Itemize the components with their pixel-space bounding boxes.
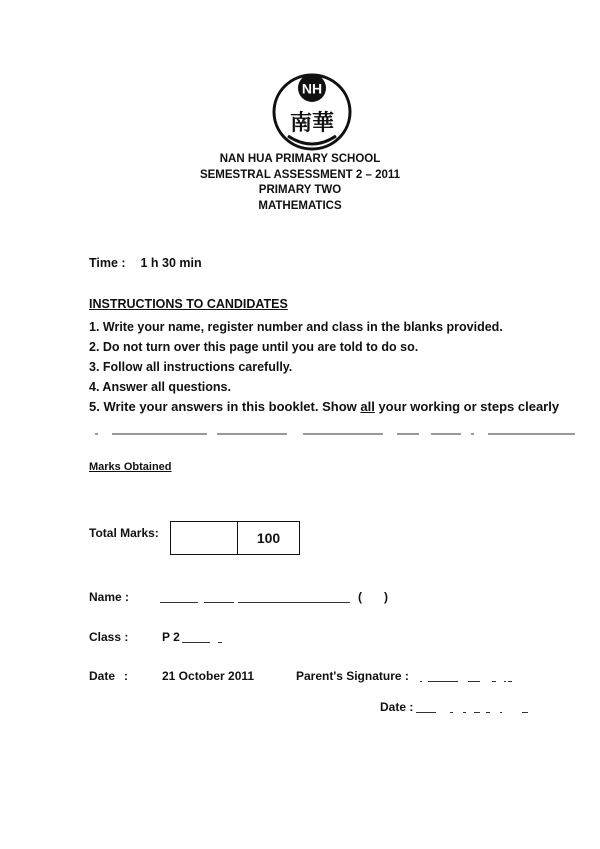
school-name: NAN HUA PRIMARY SCHOOL — [219, 153, 381, 165]
instruction-5-prefix: 5. Write your answers in this booklet. Show — [89, 399, 361, 414]
instructions-title: INSTRUCTIONS TO CANDIDATES — [89, 297, 288, 311]
name-label: Name : — [89, 590, 130, 604]
marks-obtained-label: Marks Obtained — [89, 461, 172, 473]
instruction-item: 2. Do not turn over this page until you are told to do so. — [89, 340, 419, 354]
instruction-item: 1. Write your name, register number and class in the blanks provided. — [89, 320, 503, 334]
parent-signature-blank[interactable] — [420, 680, 512, 683]
total-marks-box — [170, 521, 300, 555]
date-colon: : — [124, 669, 128, 683]
instruction-5-underlined: all — [360, 399, 375, 414]
class-blank[interactable] — [182, 641, 222, 644]
paren-open: ( — [358, 590, 362, 604]
paren-close: ) — [384, 590, 388, 604]
instruction-item: 3. Follow all instructions carefully. — [89, 360, 293, 374]
date-label: Date — [89, 669, 116, 683]
logo-chinese: 南華 — [289, 111, 335, 136]
instructions-list — [89, 317, 559, 417]
name-blank[interactable] — [160, 601, 350, 604]
school-logo — [270, 68, 354, 152]
subject: MATHEMATICS — [258, 199, 342, 212]
instruction-item — [89, 397, 559, 417]
instruction-5-suffix: your working or steps clearly — [374, 399, 560, 414]
class-value: P 2 — [162, 630, 180, 644]
parent-signature-label: Parent's Signature : — [296, 669, 409, 683]
time-value: 1 h 30 min — [140, 256, 202, 270]
score-cell[interactable] — [171, 522, 238, 554]
separator-dashes — [95, 432, 575, 436]
logo-monogram: NH — [301, 80, 323, 97]
time-row — [89, 256, 202, 270]
instruction-item: 4. Answer all questions. — [89, 380, 231, 394]
total-marks-label: Total Marks: — [89, 526, 159, 540]
register-number-field[interactable] — [358, 590, 410, 604]
document-header — [0, 152, 600, 214]
class-label: Class : — [89, 630, 129, 644]
parent-date-label: Date : — [380, 700, 414, 714]
time-label: Time : — [89, 256, 126, 270]
parent-date-blank[interactable] — [416, 711, 528, 714]
date-value: 21 October 2011 — [162, 669, 255, 683]
level: PRIMARY TWO — [258, 184, 342, 196]
assessment-title: SEMESTRAL ASSESSMENT 2 – 2011 — [199, 168, 401, 181]
max-score-cell: 100 — [256, 530, 281, 546]
